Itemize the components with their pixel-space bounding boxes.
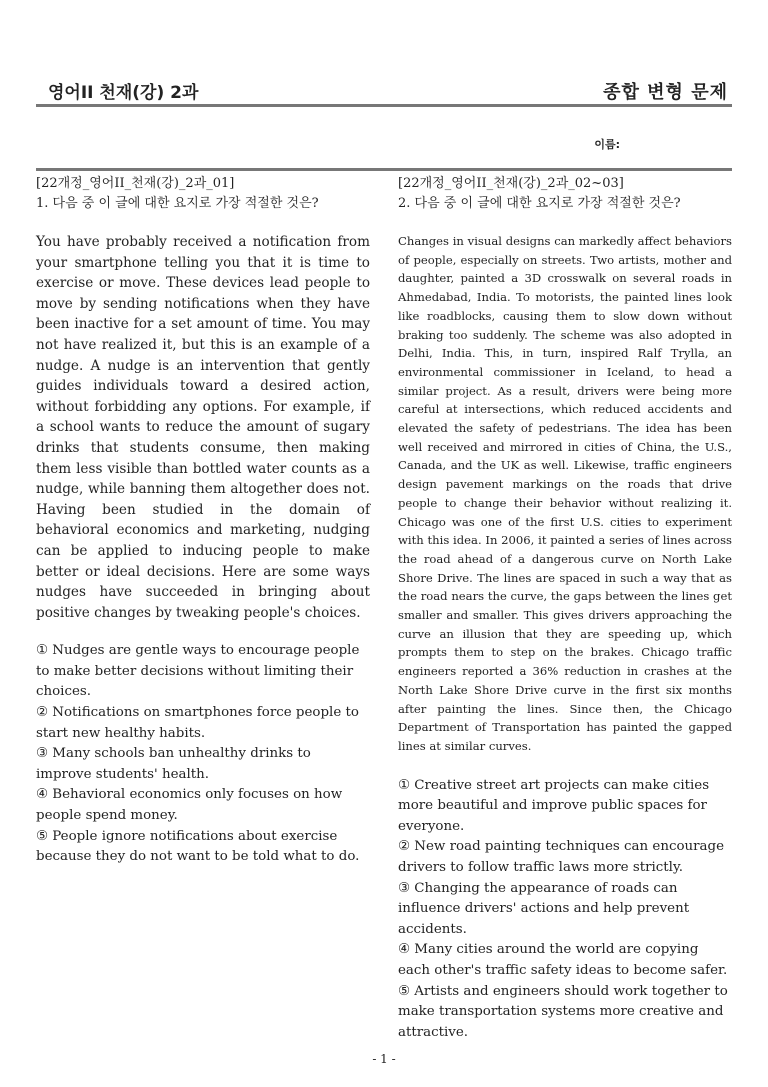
page-number: - 1 - [372, 1052, 396, 1066]
answer-option[interactable]: ③ Changing the appearance of roads can influence drivers' actions and help prevent accidents. [398, 880, 690, 937]
answer-option[interactable]: ① Creative street art projects can make cities more beautiful and improve public spaces for everyone. [398, 777, 710, 834]
worksheet-type: 종합 변형 문제 [603, 82, 728, 103]
answer-option[interactable]: ④ Behavioral economics only focuses on how people spend money. [36, 787, 343, 824]
question-1-code: [22개정_영어II_천재(강)_2과_01] [36, 176, 235, 191]
name-label: 이름: [594, 138, 620, 151]
answer-option[interactable]: ⑤ People ignore notifications about exercise because they do not want to be told what to do. [36, 828, 360, 865]
question-1-passage: You have probably received a notification from your smartphone telling you that it is time to exercise or move. These devices lead people to move by sending notifications when they have been inactive for a set amount of time. You may not have realized it, but this is an example of a nudge. A nudge is an intervention that gently guides individuals toward a desired action, without forbidding any options. For example, if a school wants to reduce the amount of sugary drinks that students consume, then making them less visible than bottled water counts as a nudge, while banning them altogether does not. Having been studied in the domain of behavioral economics and marketing, nudging can be applied to inducing people to make better or ideal decisions. Here are some ways nudges have succeeded in bringing about positive changes by tweaking people's choices. [36, 234, 370, 621]
question-2-passage: Changes in visual designs can markedly affect behaviors of people, especially on streets. Two artists, mother and daughter, painted a 3D crosswalk on several roads in Ahmedabad, India. To motorists, the painted lines look like roadblocks, causing them to slow down without braking too suddenly. The scheme was also adopted in Delhi, India. This, in turn, inspired Ralf Trylla, an environmental commissioner in Iceland, to head a similar project. As a result, drivers were being more careful at intersections, which reduced accidents and elevated the safety of pedestrians. The idea has been well received and mirrored in cities of China, the U.S., Canada, and the UK as well. Likewise, traffic engineers design pavement markings on the roads that drive people to change their behavior without realizing it. Chicago was one of the first U.S. cities to experiment with this idea. In 2006, it painted a series of lines across the road ahead of a dangerous curve on North Lake Shore Drive. The lines are spaced in such a way that as the road nears the curve, the gaps between the lines get smaller and smaller. This gives drivers approaching the curve an illusion that they are speeding up, which prompts them to step on the brakes. Chicago traffic engineers reported a 36% reduction in crashes at the North Lake Shore Drive curve in the first six months after painting the lines. Since then, the Chicago Department of Transportation has painted the gapped lines at similar curves. [398, 234, 732, 753]
answer-option[interactable]: ① Nudges are gentle ways to encourage people to make better decisions without limiting their choices. [36, 643, 360, 700]
answer-option[interactable]: ⑤ Artists and engineers should work together to make transportation systems more creative and attractive. [398, 983, 728, 1040]
answer-option[interactable]: ② New road painting techniques can encourage drivers to follow traffic laws more strictly. [398, 839, 725, 876]
question-1-prompt: 1. 다음 중 이 글에 대한 요지로 가장 적절한 것은? [36, 196, 319, 211]
question-2-prompt: 2. 다음 중 이 글에 대한 요지로 가장 적절한 것은? [398, 196, 681, 211]
answer-option[interactable]: ③ Many schools ban unhealthy drinks to improve students' health. [36, 746, 311, 782]
worksheet-title: 영어II 천재(강) 2과 [48, 83, 199, 103]
page-header [36, 72, 732, 104]
answer-option[interactable]: ② Notifications on smartphones force people to start new healthy habits. [36, 705, 359, 741]
question-1-options [36, 641, 370, 868]
question-2-code: [22개정_영어II_천재(강)_2과_02~03] [398, 176, 624, 191]
section-divider [36, 168, 732, 171]
answer-option[interactable]: ④ Many cities around the world are copying each other's traffic safety ideas to become safer. [398, 942, 728, 979]
question-1-column [36, 172, 370, 868]
header-divider [36, 104, 732, 107]
question-2-options [398, 776, 732, 1044]
question-2-column [398, 172, 732, 1043]
